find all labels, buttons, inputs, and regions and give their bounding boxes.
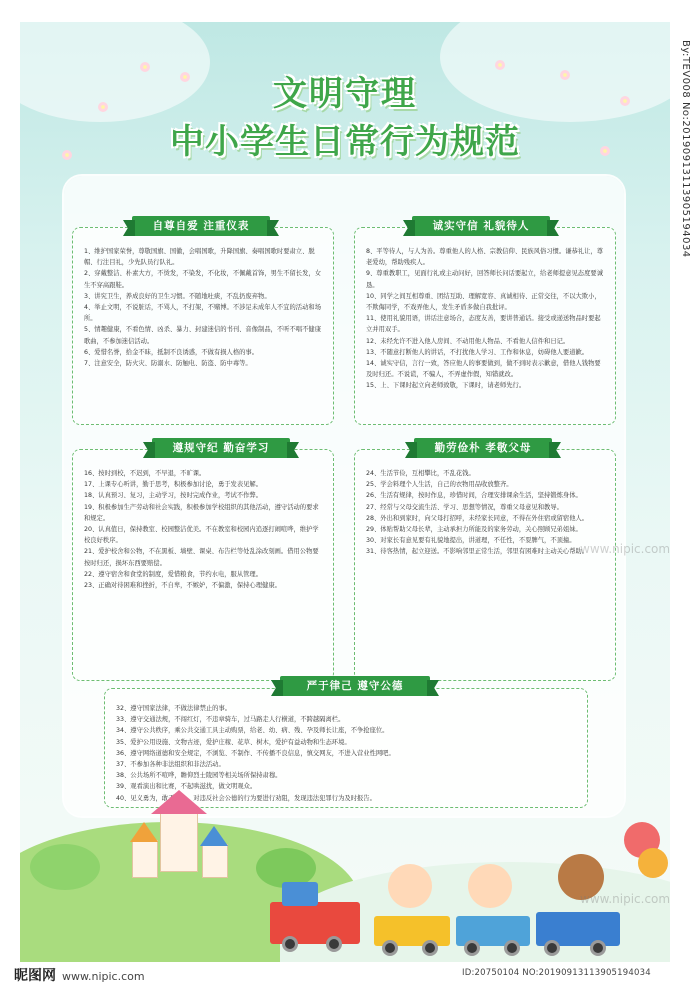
- list-item: 36、遵守网络道德和安全规定，不浏览、不制作、不传播不良信息，慎交网友，不进入营业性网吧。: [116, 749, 395, 757]
- section-box: [354, 227, 616, 425]
- site-logo: 昵图网: [14, 968, 56, 984]
- list-item: 39、观看演出和比赛，不起哄滋扰，做文明观众。: [116, 783, 257, 791]
- list-item: 19、积极参加生产劳动和社会实践，积极参加学校组织的其他活动，遵守活动的要求和规定。: [84, 503, 319, 522]
- site-watermark: [14, 965, 145, 985]
- list-item: 21、爱护校舍和公物，不在黑板、墙壁、课桌、布告栏等处乱涂改刻画。借用公物要按时归还，损坏东西要赔偿。: [84, 548, 319, 567]
- list-item: 15、上、下课时起立向老师致敬，下课时，请老师先行。: [366, 382, 526, 390]
- list-item: 8、平等待人，与人为善。尊重他人的人格、宗教信仰、民族风俗习惯。谦恭礼让，尊老爱幼，帮助残疾人。: [366, 248, 603, 267]
- section-heading: 自尊自爱 注重仪表: [132, 216, 270, 236]
- list-item: 1、维护国家荣誉，尊敬国旗、国徽，会唱国歌，升降国旗、奏唱国歌时要肃立、脱帽、行注目礼，少先队员行队礼。: [84, 248, 315, 267]
- list-item: 5、情趣健康，不看色情、凶杀、暴力、封建迷信的书刊、音像制品，不听不唱不健康歌曲，不参加迷信活动。: [84, 326, 321, 345]
- list-item: 31、待客热情，起立迎送。不影响邻里正常生活，邻里有困难时主动关心帮助。: [366, 548, 589, 556]
- watermark: www.nipic.com: [580, 542, 670, 556]
- page-subtitle: 中小学生日常行为规范: [170, 122, 520, 162]
- side-id-watermark: By:TEV008 No:20190913113905194034: [680, 40, 691, 258]
- list-item: 3、讲究卫生，养成良好的卫生习惯。不随地吐痰，不乱扔废弃物。: [84, 292, 271, 300]
- list-item: 4、举止文明，不说脏话，不骂人，不打架，不赌博。不涉足未成年人不宜的活动和场所。: [84, 304, 321, 323]
- list-item: 16、按时到校，不迟到，不早退，不旷课。: [84, 470, 206, 477]
- list-item: 30、对家长有意见要有礼貌地提出，讲道理，不任性，不耍脾气，不顶撞。: [366, 537, 576, 545]
- list-item: 14、诚实守信，言行一致，答应他人的事要做到，做不到时表示歉意，借他人钱物要及时归还。不说谎，不骗人，不弄虚作假，知错就改。: [366, 360, 601, 379]
- image-id: ID:20750104 NO:20190913113905194034: [462, 968, 651, 978]
- list-item: 33、遵守交通法规，不闯红灯，不违章骑车，过马路走人行横道，不跨越隔离栏。: [116, 716, 345, 724]
- section-heading: 诚实守信 礼貌待人: [412, 216, 550, 236]
- list-item: 32、遵守国家法律，不做法律禁止的事。: [116, 705, 232, 712]
- list-item: 27、经常与父母交流生活、学习、思想等情况，尊重父母意见和教导。: [366, 503, 563, 511]
- list-item: 6、爱惜名誉，拾金不昧，抵制不良诱惑，不做有损人格的事。: [84, 348, 259, 356]
- bush: [30, 844, 100, 890]
- list-item: 11、使用礼貌用语，讲话注意场合，态度友善，要讲普通话。接受或递送物品时要起立并用双手。: [366, 315, 601, 334]
- list-item: 22、遵守宿舍和食堂的制度，爱惜粮食，节约水电，服从管理。: [84, 570, 263, 578]
- list-item: 12、未经允许不进入他人房间、不动用他人物品、不看他人信件和日记。: [366, 337, 570, 345]
- list-item: 37、不参加各种非法组织和非法活动。: [116, 761, 225, 769]
- section-heading: 勤劳俭朴 孝敬父母: [414, 438, 552, 458]
- list-item: 38、公共场所不喧哗，瞻仰烈士陵园等相关场所保持肃穆。: [116, 772, 282, 780]
- list-item: 40、见义勇为，敢于斗争，对违反社会公德的行为要进行劝阻，发现违法犯罪行为及时报告。: [116, 794, 376, 802]
- list-item: 18、认真预习、复习，主动学习，按时完成作业，考试不作弊。: [84, 492, 263, 500]
- list-item: 23、正确对待困难和挫折，不自卑，不嫉妒，不偏激，保持心理健康。: [84, 582, 281, 590]
- list-item: 29、体贴帮助父母长辈，主动承担力所能及的家务劳动，关心照顾兄弟姐妹。: [366, 526, 582, 534]
- list-item: 17、上课专心听讲，勤于思考，积极参加讨论，勇于发表见解。: [84, 481, 263, 489]
- section-box: [354, 449, 616, 681]
- poster: [20, 22, 670, 962]
- list-item: 2、穿戴整洁、朴素大方，不烫发，不染发，不化妆，不佩戴首饰，男生不留长发，女生不穿高跟鞋。: [84, 270, 321, 289]
- list-item: 25、学会料理个人生活，自己的衣物用品收放整齐。: [366, 481, 513, 489]
- list-item: 34、遵守公共秩序，乘公共交通工具主动购票，给老、幼、病、残、孕及师长让座，不争抢座位。: [116, 727, 389, 735]
- list-item: 9、尊重教职工，见面行礼或主动问好，回答师长问话要起立，给老师提意见态度要诚恳。: [366, 270, 603, 289]
- list-item: 20、认真值日，保持教室、校园整洁优美。不在教室和校园内追逐打闹喧哗，维护学校良好秩序。: [84, 526, 319, 545]
- list-item: 7、注意安全，防火灾、防溺水、防触电、防盗、防中毒等。: [84, 360, 252, 368]
- section-heading: 遵规守纪 勤奋学习: [152, 438, 290, 458]
- list-item: 26、生活有规律，按时作息，珍惜时间，合理安排课余生活，坚持锻炼身体。: [366, 492, 582, 500]
- section-heading: 严于律己 遵守公德: [280, 676, 430, 696]
- section-box: [72, 449, 334, 681]
- site-url: www.nipic.com: [62, 970, 145, 983]
- list-item: 28、外出和到家时，向父母打招呼，未经家长同意，不得在外住宿或留宿他人。: [366, 514, 589, 522]
- list-item: 35、爱护公用设施、文物古迹，爱护庄稼、花草、树木，爱护有益动物和生态环境。: [116, 738, 351, 746]
- list-item: 10、同学之间互相尊重、团结互助、理解宽容、真诚相待、正常交往，不以大欺小，不欺侮同学，不戏弄他人，发生矛盾多做自我批评。: [366, 292, 601, 312]
- list-item: 24、生活节俭，互相攀比，不乱花钱。: [366, 470, 475, 477]
- watermark: www.nipic.com: [580, 892, 670, 906]
- section-box: [72, 227, 334, 425]
- list-item: 13、不随意打断他人的讲话，不打扰他人学习、工作和休息，妨碍他人要道歉。: [366, 348, 589, 356]
- page-title: 文明守理: [273, 74, 417, 114]
- content-board: [64, 176, 624, 816]
